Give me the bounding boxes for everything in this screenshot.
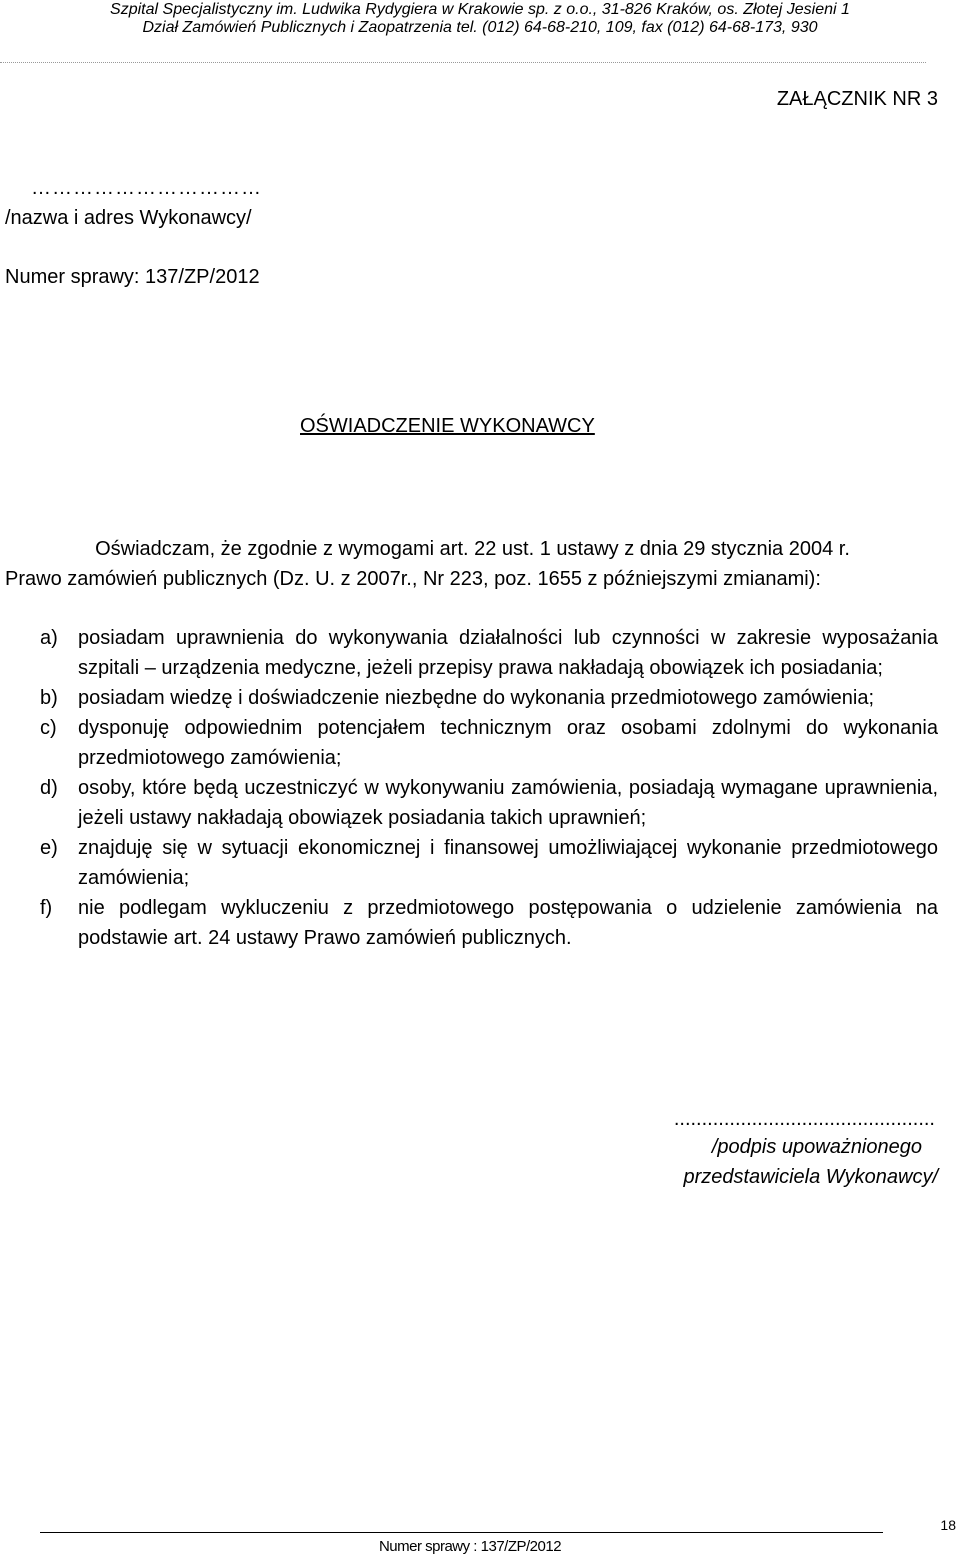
- footer-case-number: Numer sprawy : 137/ZP/2012: [378, 1538, 562, 1555]
- condition-letter: b): [40, 687, 58, 709]
- signature-caption-1: /podpis upoważnionego: [711, 1136, 922, 1158]
- intro-paragraph: [5, 534, 940, 594]
- condition-text: nie podlegam wykluczeniu z przedmiotowego postępowania o udzielenie zamówienia na podstawie art. 24 ustawy Prawo zamówień publicznych.: [78, 897, 938, 949]
- intro-line-2: Prawo zamówień publicznych (Dz. U. z 2007r., Nr 223, poz. 1655 z późniejszymi zmianami):: [5, 568, 821, 590]
- header-department-contact: Dział Zamówień Publicznych i Zaopatrzenia tel. (012) 64-68-210, 109, fax (012) 64-68-173, 930: [142, 19, 818, 36]
- condition-text: osoby, które będą uczestniczyć w wykonywaniu zamówienia, posiadają wymagane uprawnienia, jeżeli ustawy nakładają obowiązek posiadania takich uprawnień;: [78, 777, 938, 829]
- condition-letter: e): [40, 837, 58, 859]
- condition-item: [40, 713, 938, 773]
- condition-letter: d): [40, 777, 58, 799]
- condition-item: [40, 833, 938, 893]
- case-number: Numer sprawy: 137/ZP/2012: [5, 266, 260, 288]
- annex-label: ZAŁĄCZNIK NR 3: [776, 88, 938, 110]
- footer-divider: [40, 1532, 883, 1533]
- contractor-name-placeholder: ……………………………: [31, 177, 262, 199]
- condition-letter: c): [40, 717, 57, 739]
- conditions-list: [40, 623, 938, 953]
- condition-letter: f): [40, 897, 53, 919]
- condition-text: dysponuję odpowiednim potencjałem technicznym oraz osobami zdolnymi do wykonania przedmiotowego zamówienia;: [78, 717, 938, 769]
- signature-line: ...............................................: [673, 1108, 935, 1130]
- condition-letter: a): [40, 627, 58, 649]
- condition-text: posiadam wiedzę i doświadczenie niezbędne do wykonania przedmiotowego zamówienia;: [78, 687, 875, 709]
- condition-item: [40, 773, 938, 833]
- condition-item: [40, 893, 938, 953]
- condition-text: znajduję się w sytuacji ekonomicznej i finansowej umożliwiającej wykonanie przedmiotowego zamówienia;: [78, 837, 938, 889]
- header-divider: [0, 62, 926, 63]
- contractor-label: /nazwa i adres Wykonawcy/: [5, 207, 252, 229]
- condition-text: posiadam uprawnienia do wykonywania działalności lub czynności w zakresie wyposażania szpitali – urządzenia medyczne, jeżeli przepisy prawa nakładają obowiązek ich posiadania;: [78, 627, 938, 679]
- page-number: 18: [940, 1517, 956, 1533]
- condition-item: [40, 683, 938, 713]
- intro-line-1: Oświadczam, że zgodnie z wymogami art. 22 ust. 1 ustawy z dnia 29 stycznia 2004 r.: [95, 538, 850, 560]
- condition-item: [40, 623, 938, 683]
- signature-caption-2: przedstawiciela Wykonawcy/: [683, 1166, 938, 1188]
- document-title: OŚWIADCZENIE WYKONAWCY: [300, 415, 595, 437]
- header-hospital-name: Szpital Specjalistyczny im. Ludwika Rydygiera w Krakowie sp. z o.o., 31-826 Kraków, os. Złotej Jesieni 1: [110, 1, 850, 18]
